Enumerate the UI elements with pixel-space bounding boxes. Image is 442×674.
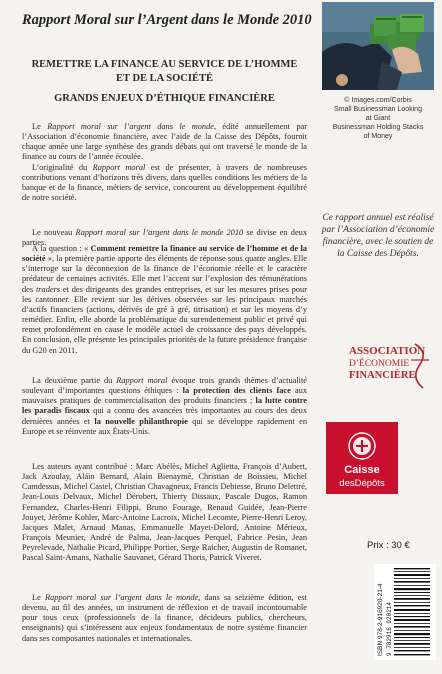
cover-illustration — [322, 2, 434, 90]
book-title: Rapport Moral sur l’Argent dans le Monde 2010 — [22, 12, 312, 28]
assoc-logo-line-3: FINANCIÈRE — [349, 370, 416, 381]
paragraph-second-part: La deuxième partie du Rapport moral évoque trois grands thèmes d’actualité soulevant d’importantes questions éthiques : la protection des clients face aux mauvaises pratiques de commercialisation des produits financiers ; la lutte contre les paradis fiscaux qui a connu des avancées très importantes au cours des deux dernières années et la nouvelle philanthropie qui se développe rapidement en Europe et se réinvente aux États-Unis. — [22, 376, 307, 436]
caisse-des-depots-logo — [326, 422, 398, 494]
support-note: Ce rapport annuel est réalisé par l’Association d’économie financière, avec le soutien de la Caisse des Dépôts. — [321, 213, 435, 259]
paragraph-first-part: À la question : « Comment remettre la finance au service de l’homme et de la société », la première partie apporte des éléments de réponse sous quatre angles. Elle s’interroge sur la déconnexion de la finance de l’économie réelle et le caractère prédateur de certaines activités. Elle met l’accent sur l’explosion des rémunérations des traders et des dirigeants des grandes entreprises, et sur les mesures prises pour les cantonner. Elle revient sur les dérives observées sur les principaux marchés d’actifs financiers (actions, dérivés de gré à gré, titrisation) et sur les moyens d’y remédier. Enfin, elle aborde la problématique du surendettement public et privé qui remet profondément en cause le modèle actuel de croissance des pays développés. En conclusion, elle présente les principales priorités de la future présidence française du G20 en 2011. — [22, 244, 307, 355]
paragraph-parts: Le nouveau Rapport moral sur l’argent dans le monde 2010 se divise en deux parties. — [22, 228, 307, 248]
cdc-logo-line-1: Caisse — [344, 464, 380, 476]
subtitle: GRANDS ENJEUX D’ÉTHIQUE FINANCIÈRE — [54, 93, 275, 104]
section-titles — [22, 58, 307, 106]
isbn-text: ISBN 978-2-916920-21-4 — [377, 583, 384, 656]
main-title-line-1: REMETTRE LA FINANCE AU SERVICE DE L’HOMME — [31, 59, 298, 70]
barcode-digits: 9 782916 920214 — [386, 601, 393, 656]
main-title-line-2: ET DE LA SOCIÉTÉ — [116, 73, 213, 84]
association-logo — [345, 342, 435, 390]
price-label: Prix : 30 € — [367, 540, 410, 551]
cdc-logo-line-2: desDépôts — [339, 478, 385, 489]
barcode — [374, 564, 436, 660]
paragraph-conclusion: Le Rapport moral sur l’argent dans le monde, dans sa seizième édition, est devenu, au fil des années, un instrument de réflexion et de travail incontournable pour tous ceux (professionnels de la finance, décideurs publics, chercheurs, enseignants) qui s’intéressent aux enjeux fondamentaux de notre système financier dans ses composantes nationales et internationales. — [22, 593, 307, 643]
assoc-logo-line-1: ASSOCIATION — [349, 345, 426, 357]
assoc-logo-line-2: D’ÉCONOMIE — [349, 359, 410, 369]
paragraph-intro: Le Rapport moral sur l’argent dans le monde, édité annuellement par l’Association d’économie financière, avec l’aide de la Caisse des Dépôts, fournit chaque année une large synthèse des grands débats qui ont traversé le monde de la finance au cours de l’année écoulée. L’originalité du Rapport moral est de présenter, à travers de nombreuses contributions venant d’horizons très divers, dans quelles conditions les métiers de la banque et de la finance, métiers de service, concourent au développement équilibré de notre société. — [22, 122, 307, 203]
image-caption: © Images.com/Corbis Small Businessman Looking at Giant Businessman Holding Stacks of Money — [332, 97, 424, 140]
paragraph-authors: Les auteurs ayant contribué : Marc Abélès, Michel Aglietta, François d’Aubert, Jack Azoulay, Aláin Bernard, Alain Bienaymé, Christian de Boissieu, Michel Camdessus, Michel Castel, Christian Chavagneux, Francis Debiesse, Bruno Delettré, Jean-Louis Delvaux, Michel Dérobert, Thierry Dissaux, Pascale Dugos, Ramon Fernandez, Charles-Henri Filippi, Bruno Fourage, Renaud Guidée, Jean-Pierre Jouyet, Jérôme Kohler, Marc-Antoine Lacroix, Michel Lecomte, Pierre-Henri Leroy, Jacques Malet, Arnaud Manas, Emmanuelle Mayet-Delord, Antoine Mérieux, François Meunier, André de Palma, Jean-Jacques Perquel, Fabrice Pesin, Jean Peyrelevade, Nathalie Picard, Philippe Portier, Serge Raicher, Augustin de Romanet, Pascal Saint-Amans, Nathalie Sauvanet, Gérard Thoris, Patrick Viveret. — [22, 462, 307, 563]
